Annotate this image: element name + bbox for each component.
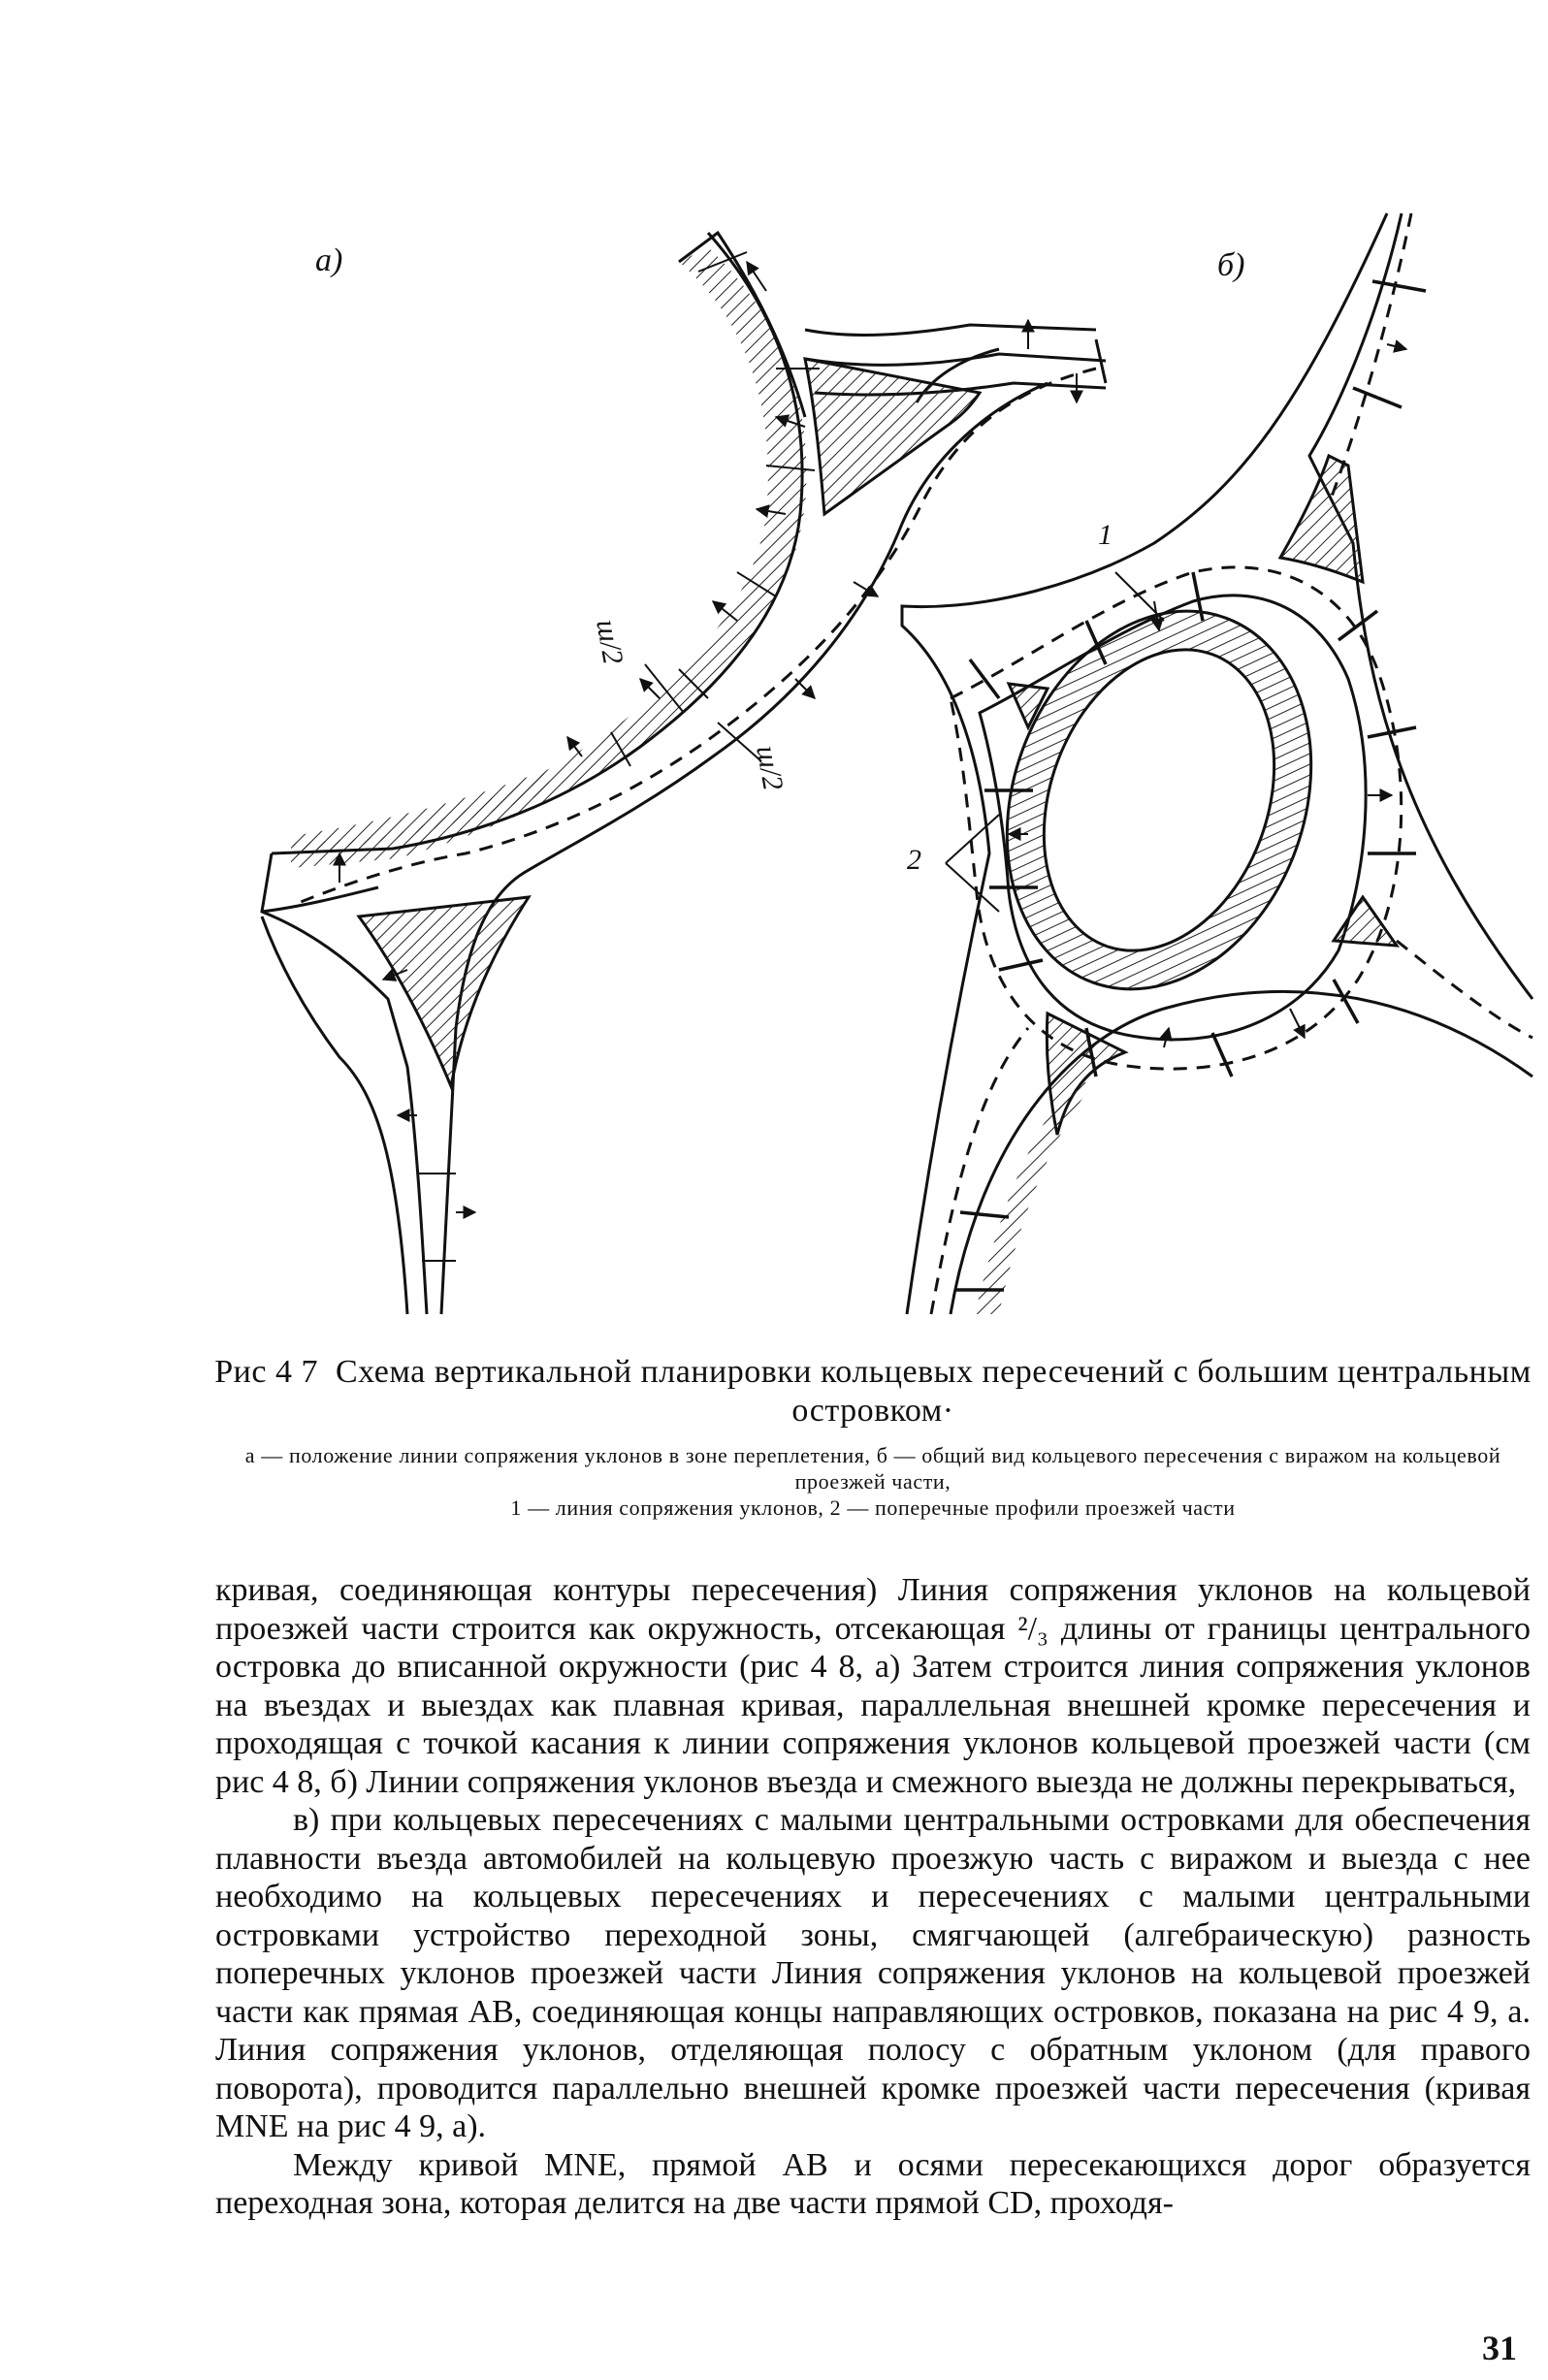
figure-caption (213, 1353, 1532, 1521)
callout-line-2a (946, 815, 999, 863)
caption-legend-line-1: а — положение линии сопряжения уклонов в зоне переплетения, б — общий вид кольцевого пересечения с виражом на кольцевой проезжей части, (244, 1443, 1501, 1494)
paragraph-2: в) при кольцевых пересечениях с малыми центральными островками для обеспечения плавности въезда автомобилей на кольцевую проезжую часть с виражом и выезда с нее необходимо на кольцевых пересечениях и пересечениях с малыми центральными островками устройство переходной зоны, смягчающей (алгебраическую) разность поперечных уклонов проезжей части Линия сопряжения уклонов на кольцевой проезжей части как прямая AB, соединяющая концы направляющих островков, показана на рис 4 9, а. Линия сопряжения уклонов, отделяющая полосу с обратным уклоном (для правого поворота), проводится параллельно внешней кромке проезжей части пересечения (кривая MNE на рис 4 9, а). (215, 1802, 1531, 2144)
dimension-label-1: ш/2 (590, 617, 629, 667)
panel-a-drawing (262, 233, 1106, 1314)
callout-line-1 (1115, 572, 1164, 621)
paragraph-3: Между кривой MNE, прямой AB и осями пересекающихся дорог образуется переходная зона, которая делится на две части прямой CD, проходя- (215, 2146, 1531, 2221)
island-north-b (1280, 456, 1363, 582)
caption-legend-line-2: 1 — линия сопряжения уклонов, 2 — поперечные профили проезжей части (510, 1496, 1236, 1520)
island-upper-a (805, 359, 980, 514)
caption-number: Рис 4 7 (214, 1354, 318, 1390)
caption-title: Схема вертикальной планировки кольцевых пересечений с большим центральным островком· (335, 1354, 1532, 1429)
body-text (215, 1571, 1531, 2223)
outer-curb-hatch-a1 (291, 247, 807, 868)
page-number: 31 (1482, 2329, 1517, 2367)
south-strip-hatch-b (975, 1077, 1091, 1314)
callout-label-2: 2 (907, 844, 921, 876)
panel-label-a: а) (315, 242, 343, 278)
outer-edge-a (272, 233, 802, 853)
callout-label-1: 1 (1098, 519, 1113, 551)
caption-title-line (213, 1353, 1532, 1431)
dimension-label-2: ш/2 (750, 743, 790, 793)
panel-label-b: б) (1217, 247, 1245, 283)
paragraph-1: кривая, соединяющая контуры пересечения) Линия сопряжения уклонов на кольцевой проезжей части строится как окружность, отсекающая ²/₃ длины от границы центрального островка до вписанной окружности (рис 4 8, а) Затем строится линия сопряжения уклонов на въездах и выездах как плавная кривая, параллельная внешней кромке пересечения и проходящая с точкой касания к линии сопряжения уклонов кольцевой проезжей части (см рис 4 8, б) Линии сопряжения уклонов въезда и смежного выезда не должны перекрываться, (215, 1572, 1531, 1800)
island-east-b (1334, 897, 1397, 946)
inner-edge-a (441, 383, 1048, 1314)
island-left-a (359, 897, 529, 1086)
caption-legend (213, 1442, 1532, 1521)
east-road-b (1397, 941, 1532, 1038)
panel-b-drawing (902, 213, 1532, 1314)
